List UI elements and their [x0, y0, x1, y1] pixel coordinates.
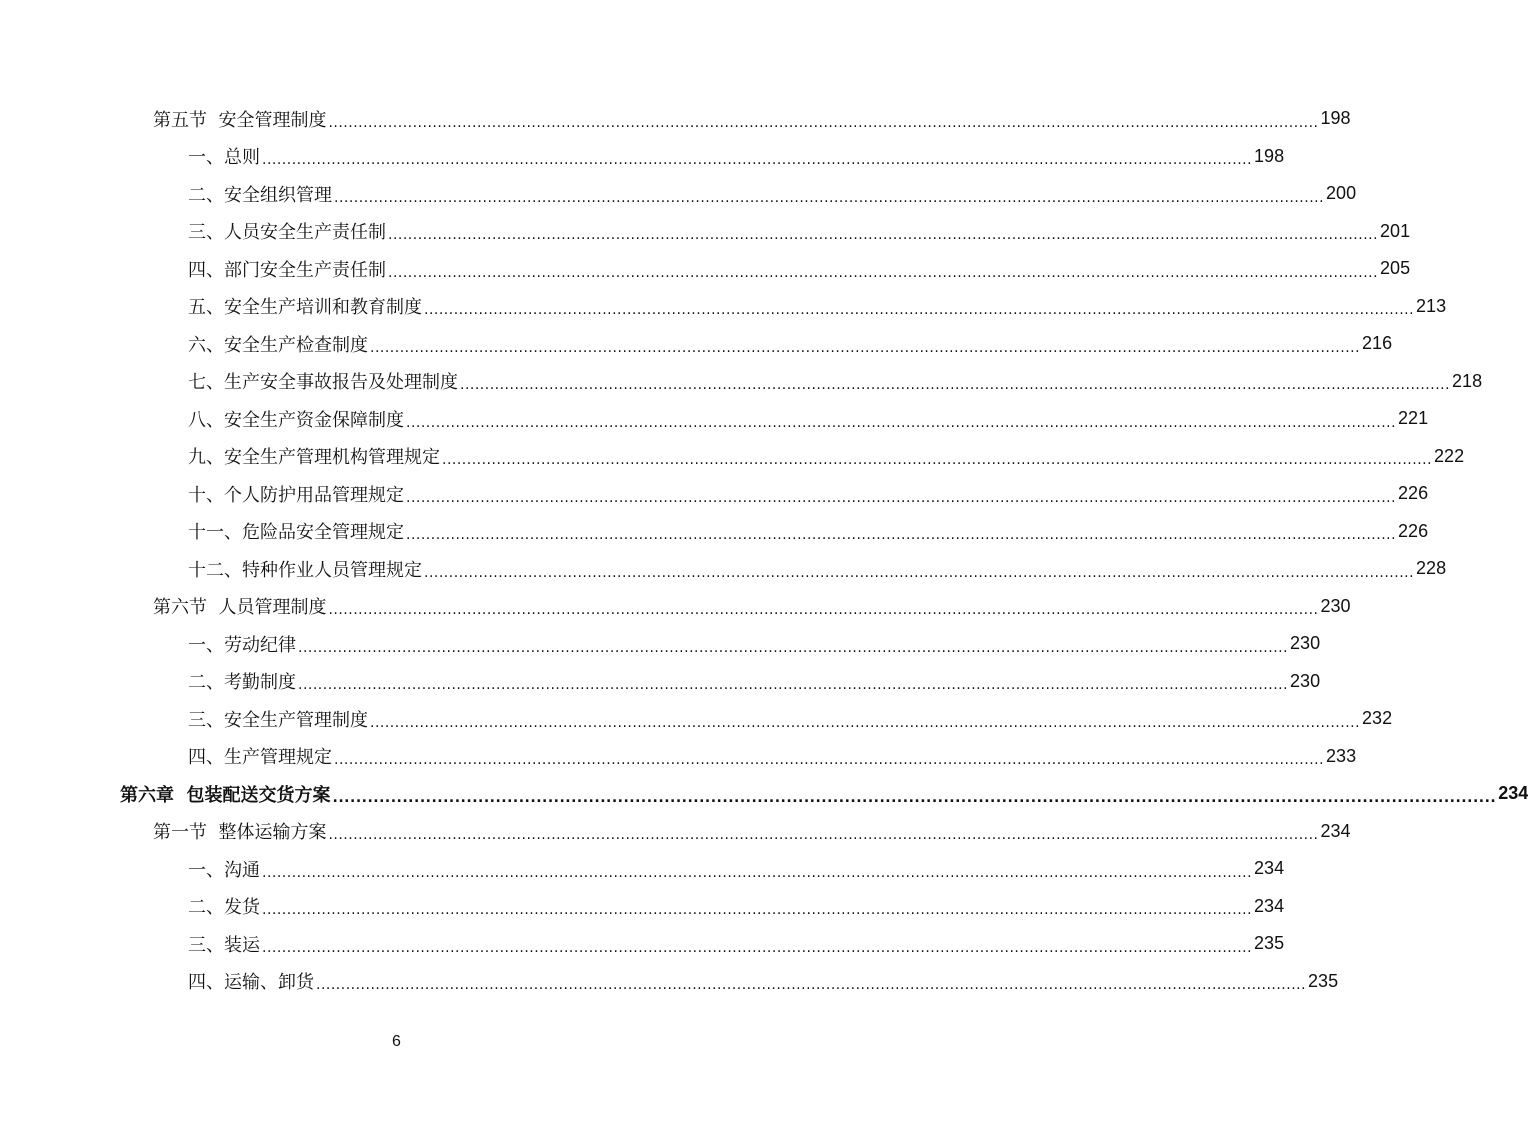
toc-entry-page: 233 [1326, 745, 1357, 766]
toc-entry-page: 234 [1498, 783, 1528, 804]
toc-entry-page: 198 [1320, 108, 1351, 129]
toc-entry-title: 第一节 整体运输方案 [153, 822, 327, 844]
table-of-contents [0, 100, 1528, 1000]
toc-dot-leader: ........................................................................................................................................................................................................ [298, 677, 1289, 694]
toc-entry-page: 200 [1326, 183, 1357, 204]
toc-dot-leader: ........................................................................................................................................................................................................ [388, 227, 1379, 244]
toc-entry-title: 七、生产安全事故报告及处理制度 [188, 372, 458, 394]
toc-entry-page: 216 [1362, 333, 1393, 354]
toc-entry-title: 四、部门安全生产责任制 [188, 259, 386, 281]
toc-entry[interactable] [0, 138, 1285, 176]
toc-entry-page: 218 [1452, 370, 1483, 391]
toc-dot-leader: ........................................................................................................................................................................................................ [460, 377, 1451, 394]
toc-entry-title: 第六节 人员管理制度 [153, 597, 327, 619]
page-number: 6 [392, 1033, 401, 1050]
toc-dot-leader: ........................................................................................................................................................................................................ [332, 789, 1497, 806]
toc-entry-title: 三、安全生产管理制度 [188, 709, 368, 731]
toc-dot-leader: ........................................................................................................................................................................................................ [406, 527, 1397, 544]
toc-entry[interactable] [0, 625, 1321, 663]
toc-entry[interactable] [0, 513, 1429, 551]
toc-dot-leader: ........................................................................................................................................................................................................ [406, 489, 1397, 506]
toc-entry[interactable] [0, 963, 1339, 1001]
toc-entry-page: 234 [1254, 858, 1285, 879]
toc-entry-title: 八、安全生产资金保障制度 [188, 409, 404, 431]
toc-entry-title: 十二、特种作业人员管理规定 [188, 559, 422, 581]
toc-dot-leader: ........................................................................................................................................................................................................ [262, 939, 1253, 956]
toc-entry[interactable] [0, 175, 1357, 213]
toc-entry-title: 四、运输、卸货 [188, 972, 314, 994]
toc-entry-page: 201 [1380, 220, 1411, 241]
toc-dot-leader: ........................................................................................................................................................................................................ [328, 602, 1319, 619]
toc-entry-page: 234 [1254, 895, 1285, 916]
toc-entry[interactable] [0, 213, 1411, 251]
toc-entry-page: 226 [1398, 483, 1429, 504]
toc-entry-title: 六、安全生产检查制度 [188, 334, 368, 356]
toc-dot-leader: ........................................................................................................................................................................................................ [298, 639, 1289, 656]
toc-dot-leader: ........................................................................................................................................................................................................ [316, 977, 1307, 994]
toc-entry-page: 221 [1398, 408, 1429, 429]
toc-entry[interactable] [0, 850, 1285, 888]
toc-entry-page: 228 [1416, 558, 1447, 579]
toc-dot-leader: ........................................................................................................................................................................................................ [370, 714, 1361, 731]
toc-entry-title: 二、发货 [188, 897, 260, 919]
toc-entry-title: 十、个人防护用品管理规定 [188, 484, 404, 506]
toc-entry[interactable] [0, 100, 1351, 138]
toc-entry-page: 226 [1398, 520, 1429, 541]
toc-entry[interactable] [0, 475, 1429, 513]
toc-entry[interactable] [0, 700, 1393, 738]
toc-dot-leader: ........................................................................................................................................................................................................ [424, 302, 1415, 319]
toc-dot-leader: ........................................................................................................................................................................................................ [262, 152, 1253, 169]
toc-entry[interactable] [0, 775, 1528, 813]
toc-entry[interactable] [0, 663, 1321, 701]
toc-entry-title: 九、安全生产管理机构管理规定 [188, 447, 440, 469]
toc-entry[interactable] [0, 400, 1429, 438]
toc-entry-title: 第六章 包装配送交货方案 [120, 784, 331, 806]
toc-entry[interactable] [0, 738, 1357, 776]
toc-entry[interactable] [0, 888, 1285, 926]
toc-entry-page: 230 [1320, 595, 1351, 616]
toc-entry-page: 232 [1362, 708, 1393, 729]
toc-entry[interactable] [0, 438, 1465, 476]
toc-entry-title: 三、装运 [188, 934, 260, 956]
toc-dot-leader: ........................................................................................................................................................................................................ [388, 264, 1379, 281]
toc-entry-page: 198 [1254, 145, 1285, 166]
toc-entry-title: 三、人员安全生产责任制 [188, 222, 386, 244]
toc-dot-leader: ........................................................................................................................................................................................................ [406, 414, 1397, 431]
toc-dot-leader: ........................................................................................................................................................................................................ [262, 902, 1253, 919]
toc-entry[interactable] [0, 813, 1351, 851]
toc-entry-page: 230 [1290, 633, 1321, 654]
toc-entry-page: 230 [1290, 670, 1321, 691]
toc-entry[interactable] [0, 925, 1285, 963]
toc-dot-leader: ........................................................................................................................................................................................................ [334, 752, 1325, 769]
toc-entry-page: 213 [1416, 295, 1447, 316]
toc-entry-page: 234 [1320, 820, 1351, 841]
toc-entry-page: 235 [1308, 970, 1339, 991]
toc-entry-title: 一、总则 [188, 147, 260, 169]
toc-dot-leader: ........................................................................................................................................................................................................ [370, 339, 1361, 356]
toc-entry[interactable] [0, 288, 1447, 326]
toc-entry-title: 十一、危险品安全管理规定 [188, 522, 404, 544]
toc-entry-page: 205 [1380, 258, 1411, 279]
toc-entry-title: 五、安全生产培训和教育制度 [188, 297, 422, 319]
toc-entry[interactable] [0, 363, 1483, 401]
toc-dot-leader: ........................................................................................................................................................................................................ [424, 564, 1415, 581]
toc-entry[interactable] [0, 250, 1411, 288]
toc-entry[interactable] [0, 325, 1393, 363]
toc-entry-title: 四、生产管理规定 [188, 747, 332, 769]
toc-entry-title: 一、沟通 [188, 859, 260, 881]
toc-dot-leader: ........................................................................................................................................................................................................ [442, 452, 1433, 469]
toc-dot-leader: ........................................................................................................................................................................................................ [262, 864, 1253, 881]
toc-entry[interactable] [0, 588, 1351, 626]
toc-entry[interactable] [0, 550, 1447, 588]
toc-dot-leader: ........................................................................................................................................................................................................ [328, 827, 1319, 844]
toc-dot-leader: ........................................................................................................................................................................................................ [334, 189, 1325, 206]
toc-entry-page: 222 [1434, 445, 1465, 466]
toc-entry-title: 第五节 安全管理制度 [153, 109, 327, 131]
toc-entry-title: 二、考勤制度 [188, 672, 296, 694]
toc-entry-page: 235 [1254, 933, 1285, 954]
toc-entry-title: 一、劳动纪律 [188, 634, 296, 656]
toc-entry-title: 二、安全组织管理 [188, 184, 332, 206]
toc-dot-leader: ........................................................................................................................................................................................................ [328, 114, 1319, 131]
